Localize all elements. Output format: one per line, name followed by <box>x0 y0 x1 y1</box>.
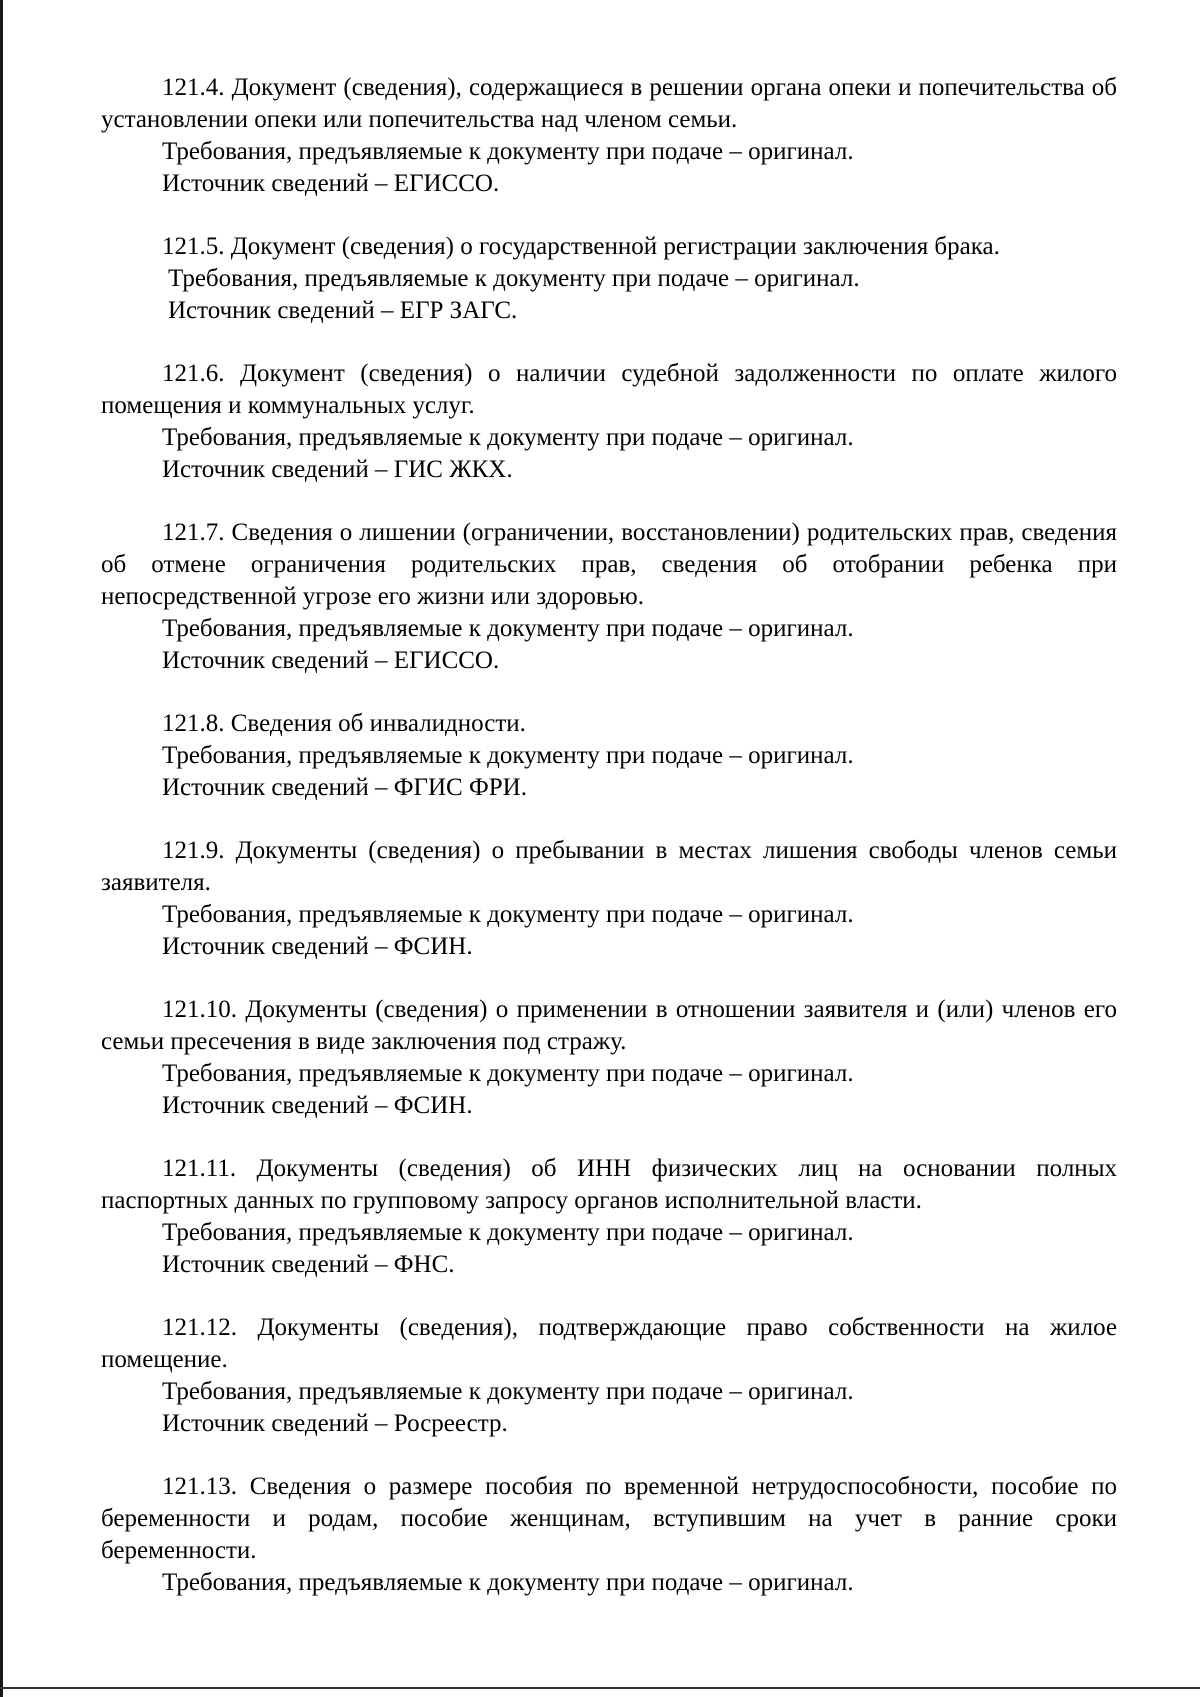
item-heading: 121.7. Сведения о лишении (ограничении, восстановлении) родительских прав, сведения об отмене ограничения родительских прав, сведения об отобрании ребенка при непосредственной угрозе его жизни или здоровью. <box>101 519 1117 610</box>
item-source: Источник сведений – ЕГР ЗАГС. <box>168 297 518 324</box>
item-source: Источник сведений – Росреестр. <box>162 1410 508 1437</box>
item-121-4 <box>101 72 1117 200</box>
item-heading: 121.9. Документы (сведения) о пребывании в местах лишения свободы членов семьи заявителя. <box>101 837 1117 896</box>
item-121-7 <box>101 517 1117 677</box>
item-heading: 121.8. Сведения об инвалидности. <box>162 710 526 737</box>
item-requirement: Требования, предъявляемые к документу при подаче – оригинал. <box>162 1219 854 1246</box>
item-requirement: Требования, предъявляемые к документу при подаче – оригинал. <box>162 1378 854 1405</box>
item-heading: 121.6. Документ (сведения) о наличии судебной задолженности по оплате жилого помещения и коммунальных услуг. <box>101 360 1117 419</box>
item-heading: 121.11. Документы (сведения) об ИНН физических лиц на основании полных паспортных данных по групповому запросу органов исполнительной власти. <box>101 1155 1117 1214</box>
item-121-11 <box>101 1153 1117 1281</box>
item-121-10 <box>101 994 1117 1122</box>
item-heading: 121.5. Документ (сведения) о государственной регистрации заключения брака. <box>162 233 1000 260</box>
item-121-5 <box>101 231 1117 327</box>
item-heading: 121.10. Документы (сведения) о применении в отношении заявителя и (или) членов его семьи пресечения в виде заключения под стражу. <box>101 996 1117 1055</box>
document-body <box>101 72 1117 1630</box>
item-requirement: Требования, предъявляемые к документу при подаче – оригинал. <box>162 1060 854 1087</box>
item-121-9 <box>101 835 1117 963</box>
item-source: Источник сведений – ЕГИССО. <box>162 647 500 674</box>
item-121-13 <box>101 1471 1117 1599</box>
item-source: Источник сведений – ФСИН. <box>162 933 473 960</box>
item-source: Источник сведений – ФНС. <box>162 1251 455 1278</box>
scan-edge-bottom <box>0 1687 1200 1689</box>
item-requirement: Требования, предъявляемые к документу при подаче – оригинал. <box>162 138 854 165</box>
item-heading: 121.12. Документы (сведения), подтверждающие право собственности на жилое помещение. <box>101 1314 1117 1373</box>
item-requirement: Требования, предъявляемые к документу при подаче – оригинал. <box>162 424 854 451</box>
item-requirement: Требования, предъявляемые к документу при подаче – оригинал. <box>162 615 854 642</box>
scan-edge-left <box>0 0 3 1697</box>
item-source: Источник сведений – ФСИН. <box>162 1092 473 1119</box>
item-requirement: Требования, предъявляемые к документу при подаче – оригинал. <box>162 1569 854 1596</box>
item-121-6 <box>101 358 1117 486</box>
item-source: Источник сведений – ФГИС ФРИ. <box>162 774 527 801</box>
item-source: Источник сведений – ЕГИССО. <box>162 170 500 197</box>
item-121-12 <box>101 1312 1117 1440</box>
item-121-8 <box>101 708 1117 804</box>
item-requirement: Требования, предъявляемые к документу при подаче – оригинал. <box>168 265 860 292</box>
item-heading: 121.4. Документ (сведения), содержащиеся в решении органа опеки и попечительства об установлении опеки или попечительства над членом семьи. <box>101 74 1117 133</box>
item-heading: 121.13. Сведения о размере пособия по временной нетрудоспособности, пособие по беременности и родам, пособие женщинам, вступившим на учет в ранние сроки беременности. <box>101 1473 1117 1564</box>
item-requirement: Требования, предъявляемые к документу при подаче – оригинал. <box>162 901 854 928</box>
item-source: Источник сведений – ГИС ЖКХ. <box>162 456 513 483</box>
item-requirement: Требования, предъявляемые к документу при подаче – оригинал. <box>162 742 854 769</box>
